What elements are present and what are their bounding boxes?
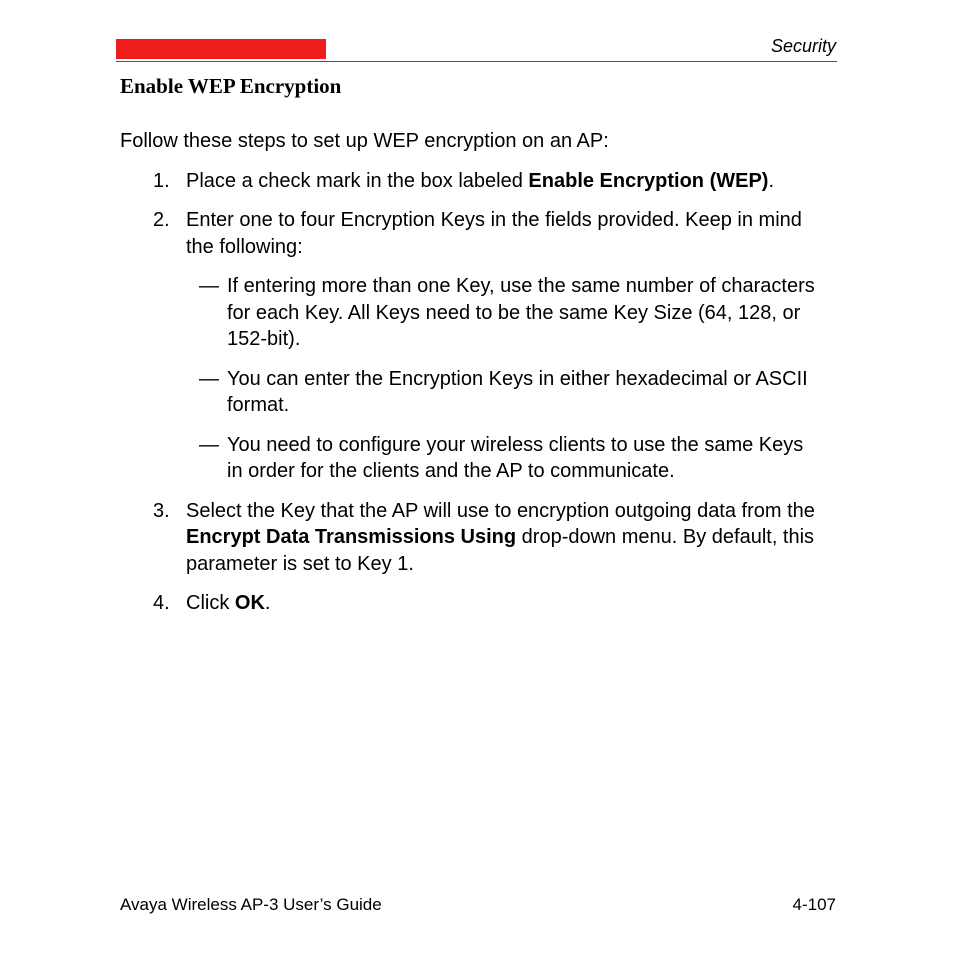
step-text: Place a check mark in the box labeled	[186, 169, 529, 192]
ui-label-ok: OK	[234, 592, 265, 614]
intro-paragraph: Follow these steps to set up WEP encryption on an AP:	[120, 130, 609, 152]
header-section-title: Security	[770, 36, 836, 56]
step-2	[120, 207, 820, 485]
step-number: 2.	[153, 209, 170, 231]
step-text: Enter one to four Encryption Keys in the fields provided. Keep in mind the following:	[186, 209, 802, 258]
note-item	[186, 273, 820, 353]
step-number: 4.	[153, 592, 170, 614]
note-text: If entering more than one Key, use the same number of characters for each Key. All Keys need to be the same Key Size (64, 128, or 152-bit).	[227, 275, 815, 350]
header-accent-bar	[116, 39, 326, 59]
dash-mark: —	[199, 275, 219, 297]
step-number: 1.	[153, 169, 170, 192]
ui-label-enable-encryption: Enable Encryption (WEP)	[528, 169, 769, 192]
note-list	[186, 273, 820, 485]
note-text: You need to configure your wireless clients to use the same Keys in order for the clients and the AP to communicate.	[227, 433, 804, 482]
note-item	[186, 366, 820, 419]
footer-guide-title: Avaya Wireless AP-3 User’s Guide	[120, 895, 382, 914]
step-4	[120, 590, 820, 617]
note-text: You can enter the Encryption Keys in either hexadecimal or ASCII format.	[227, 367, 808, 416]
footer-page-number: 4-107	[792, 895, 836, 914]
content	[120, 128, 820, 630]
note-item	[186, 432, 820, 485]
dash-mark: —	[199, 367, 219, 390]
ui-label-encrypt-data-transmissions: Encrypt Data Transmissions Using	[186, 526, 517, 548]
step-text-end: drop-down menu. By default, this parameter is set to Key 1.	[186, 526, 815, 575]
step-number: 3.	[153, 499, 170, 522]
step-text-end: .	[264, 592, 271, 614]
step-text-end: .	[768, 169, 775, 192]
step-text: Click	[186, 592, 235, 614]
dash-mark: —	[199, 433, 219, 456]
section-title: Enable WEP Encryption	[120, 74, 342, 98]
step-1	[120, 168, 820, 195]
step-text: Select the Key that the AP will use to encryption outgoing data from the	[186, 499, 815, 522]
header-rule	[116, 61, 837, 62]
step-3	[120, 498, 820, 578]
